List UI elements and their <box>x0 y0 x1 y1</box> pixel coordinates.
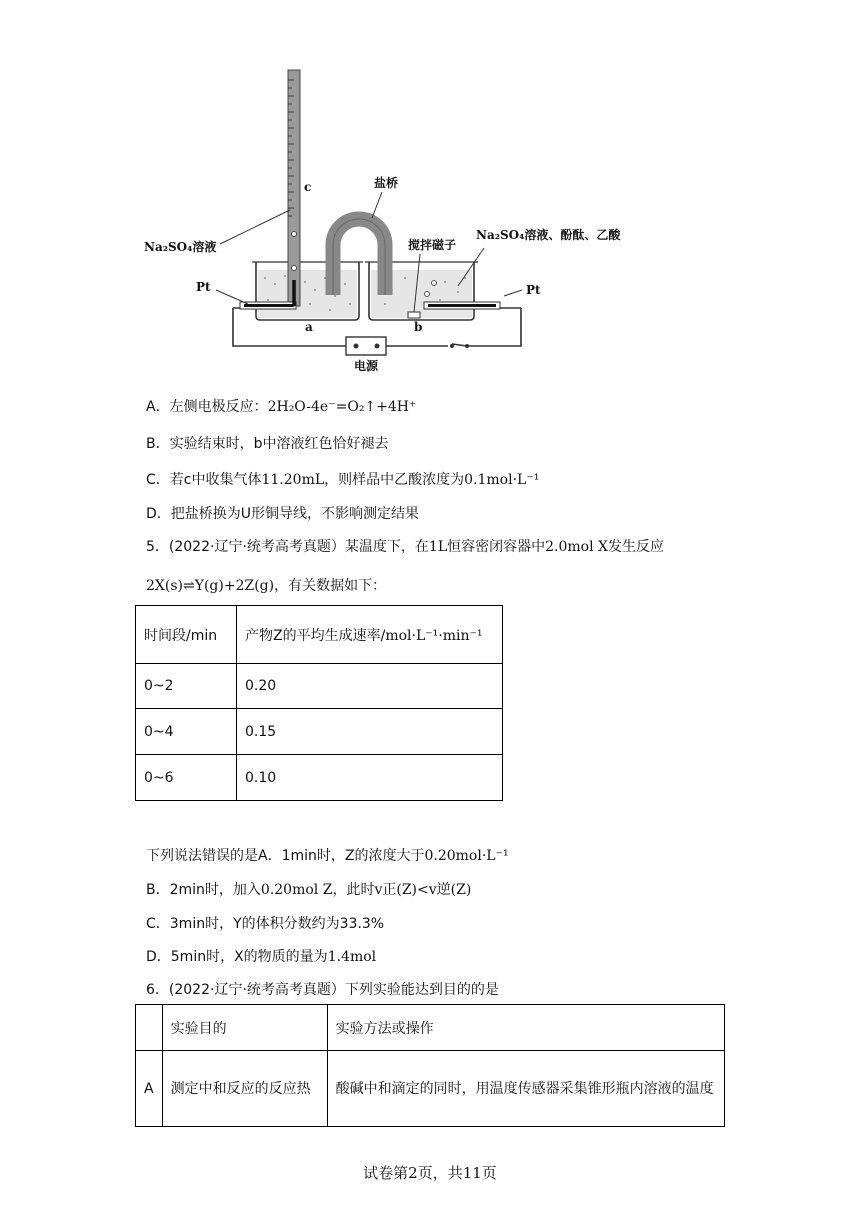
label-beaker-a: a <box>305 320 313 334</box>
table-header-row <box>136 1005 725 1051</box>
table-cell-rate: 0.10 <box>237 755 503 801</box>
switch <box>452 344 467 346</box>
table-cell-period: 0~6 <box>136 755 237 801</box>
label-salt-bridge: 盐桥 <box>374 176 399 190</box>
q4-option-c-conc: 0.1mol·L⁻¹ <box>464 472 540 488</box>
q5-option-d-value: 1.4mol <box>327 949 377 965</box>
label-stir-magnet: 搅拌磁子 <box>408 238 457 252</box>
q4-option-c-volume: 11.20mL <box>261 472 325 488</box>
q5-option-c: C．3min时，Y的体积分数约为33.3% <box>146 916 385 932</box>
table-row <box>136 709 503 755</box>
q5-option-d <box>146 946 376 966</box>
table-row <box>136 755 503 801</box>
q4-option-b: B．实验结束时，b中溶液红色恰好褪去 <box>146 436 389 452</box>
table-header-rate <box>237 606 503 664</box>
q5-stem-mid: 恒容密闭容器中 <box>447 539 546 555</box>
table-header-row <box>136 606 503 664</box>
q5-reaction-line <box>146 575 386 595</box>
q5-stem-amount: 2.0mol X <box>545 539 608 555</box>
label-pt-left: Pt <box>196 280 211 294</box>
stir-magnet <box>408 312 420 318</box>
q5-stem-end: 发生反应 <box>608 539 664 555</box>
table-cell-label: A <box>136 1051 163 1127</box>
table-header-method: 实验方法或操作 <box>327 1005 724 1051</box>
q5-rate-table <box>135 605 503 801</box>
q5-option-b-amount: 0.20mol Z <box>260 882 333 898</box>
q5-question-value: 0.20mol·L⁻¹ <box>424 848 509 864</box>
table-row <box>136 1051 725 1127</box>
q6-stem: 6．(2022·辽宁·统考高考真题）下列实验能达到目的的是 <box>146 982 499 998</box>
table-cell-method: 酸碱中和滴定的同时，用温度传感器采集锥形瓶内溶液的温度 <box>327 1051 724 1127</box>
q4-option-d: D．把盐桥换为U形铜导线，不影响测定结果 <box>146 506 420 522</box>
q4-option-c-mid: ，则样品中乙酸浓度为 <box>324 472 465 488</box>
table-cell-rate: 0.20 <box>237 664 503 709</box>
table-header-blank <box>136 1005 163 1051</box>
q5-option-d-text: D．5min时，X的物质的量为 <box>146 949 328 965</box>
q5-option-b-formula: v正(Z)<v逆(Z) <box>374 882 472 898</box>
label-tube-c: c <box>304 180 312 194</box>
q5-question-text: 下列说法错误的是A．1min时，Z的浓度大于 <box>146 848 425 864</box>
q5-reaction: 2X(s)⇌Y(g)+2Z(g) <box>146 578 275 594</box>
q4-option-c-text: C．若c中收集气体 <box>146 472 262 488</box>
salt-bridge-leader <box>372 192 382 218</box>
q5-reaction-suffix: ，有关数据如下： <box>274 578 387 594</box>
q6-experiment-table <box>135 1004 725 1127</box>
q5-stem-prefix: 5．(2022·辽宁·统考高考真题）某温度下，在 <box>146 539 429 555</box>
q5-stem <box>146 536 664 556</box>
q5-option-b-text: B．2min时，加入 <box>146 882 261 898</box>
label-power-supply: 电源 <box>354 359 379 373</box>
table-cell-period: 0~4 <box>136 709 237 755</box>
table-cell-purpose: 测定中和反应的反应热 <box>162 1051 327 1127</box>
q4-option-a-formula: 2H₂O-4e⁻=O₂↑+4H⁺ <box>267 399 417 415</box>
left-solution <box>258 270 357 318</box>
q5-option-b-mid: ，此时 <box>332 882 375 898</box>
table-header-rate-unit: mol·L⁻¹·min⁻¹ <box>385 627 483 644</box>
q4-option-a-text: A．左侧电极反应： <box>146 399 268 415</box>
table-header-rate-label: 产物Z的平均生成速率/ <box>245 627 386 644</box>
electrolysis-apparatus-diagram <box>0 0 860 380</box>
table-row <box>136 664 503 709</box>
table-cell-rate: 0.15 <box>237 709 503 755</box>
table-header-purpose: 实验目的 <box>162 1005 327 1051</box>
label-beaker-b: b <box>414 320 423 334</box>
table-cell-period: 0~2 <box>136 664 237 709</box>
label-left-solution: Na₂SO₄溶液 <box>144 240 217 254</box>
power-supply <box>346 337 386 355</box>
label-pt-right: Pt <box>526 283 541 297</box>
table-header-period: 时间段/min <box>136 606 237 664</box>
q5-question <box>146 845 509 865</box>
label-right-solution: Na₂SO₄溶液、酚酞、乙酸 <box>476 228 621 242</box>
q5-option-b <box>146 879 471 899</box>
page-footer: 试卷第2页，共11页 <box>363 1164 497 1182</box>
q5-stem-volume: 1L <box>428 539 448 555</box>
q4-option-a <box>146 396 416 416</box>
q4-option-c <box>146 469 539 489</box>
